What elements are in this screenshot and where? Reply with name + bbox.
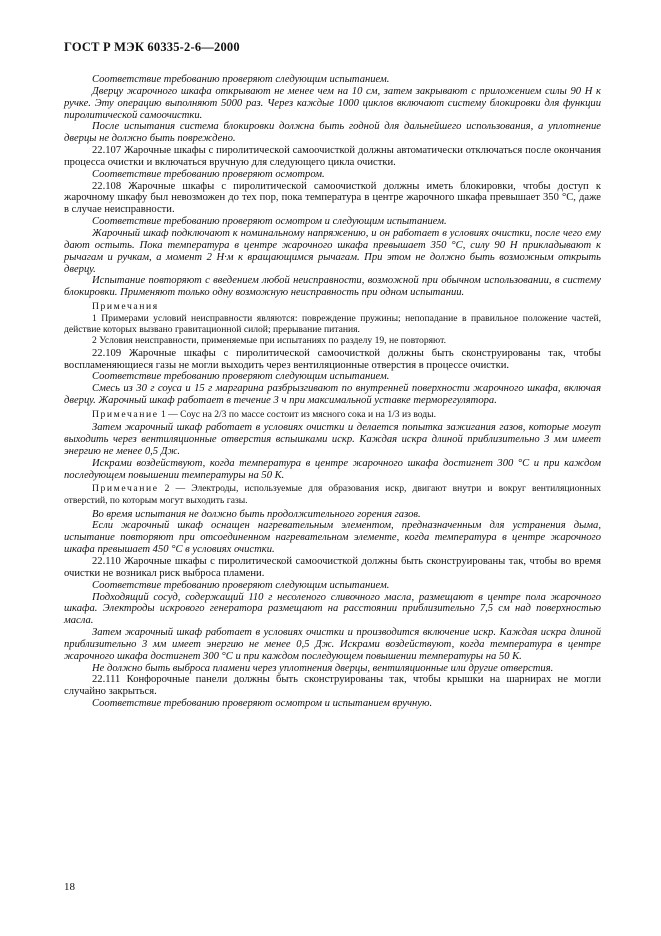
paragraph: Не должно быть выброса пламени через уплотнения дверцы, вентиляционные или другие отверстия.	[92, 662, 554, 674]
paragraph: Дверцу жарочного шкафа открывают не менее чем на 10 см, затем закрывают с приложением силы 90 Н к ручке. Эту операцию выполняют 5000 раз. Через каждые 1000 циклов включают систему блокировки для функции пиролитической самоочистки.	[64, 85, 601, 121]
paragraph: 22.111 Конфорочные панели должны быть сконструированы так, чтобы крышки на шарнирах не могли случайно закрыться.	[64, 674, 601, 698]
paragraph: 22.109 Жарочные шкафы с пиролитической самоочисткой должны быть сконструированы так, чтобы воспламеняющиеся газы не могли выходить через вентиляционные отверстия в процессе очистки.	[64, 347, 601, 371]
paragraph: 22.108 Жарочные шкафы с пиролитической самоочисткой должны иметь блокировки, чтобы доступ к жарочному шкафу был невозможен до тех пор, пока температура в центре жарочного шкафа превышает 350 °С, даже в случае неисправности.	[64, 180, 601, 216]
paragraph: Соответствие требованию проверяют осмотром.	[92, 168, 325, 180]
note-text: 1 — Соус на 2/3 по массе состоит из мясного сока и на 1/3 из воды.	[158, 408, 437, 420]
paragraph: После испытания система блокировки должна быть годной для дальнейшего использования, а уплотнение дверцы не должно быть повреждено.	[64, 121, 601, 145]
paragraph: Соответствие требованию проверяют осмотром и следующим испытанием.	[92, 216, 447, 228]
note-paragraph	[64, 409, 601, 421]
paragraph: Соответствие требованию проверяют следующим испытанием.	[92, 371, 390, 383]
note-paragraph	[64, 301, 601, 313]
paragraph: Соответствие требованию проверяют осмотром и испытанием вручную.	[92, 698, 433, 710]
paragraph: Подходящий сосуд, содержащий 110 г несоленого сливочного масла, размещают в центре пола жарочного шкафа. Электроды искрового генератора размещают на расстоянии приблизительно 7,5 см над поверхностью масла.	[64, 591, 601, 627]
page-number: 18	[64, 881, 75, 893]
note-heading: Примечания	[92, 301, 159, 313]
document-header: ГОСТ Р МЭК 60335-2-6—2000	[64, 40, 240, 54]
paragraph: Испытание повторяют с введением любой неисправности, возможной при обычном использовании, в систему блокировки. Применяют только одну возможную неисправность при одном испытании.	[64, 275, 601, 299]
note-heading: Примечание	[92, 483, 159, 495]
paragraph: Затем жарочный шкаф работает в условиях очистки и производится включение искр. Каждая искра длиной приблизительно 3 мм имеет энергию не менее 0,5 Дж. Искрами воздействуют, когда температура в центре жарочного шкафа достигнет 300 °С и при каждом последующем повышении температуры на 50 К.	[64, 627, 601, 662]
document-body	[64, 74, 601, 710]
note-text: 2 — Электроды, используемые для образования искр, двигают внутри и вокруг вентиляционных отверстий, по которым могут выходить газы.	[64, 483, 601, 507]
paragraph: Смесь из 30 г соуса и 15 г маргарина разбрызгивают по внутренней поверхности жарочного шкафа, включая дверцу. Жарочный шкаф работает в течение 3 ч при максимальной уставке терморегулятора.	[64, 383, 601, 407]
paragraph: Жарочный шкаф подключают к номинальному напряжению, и он работает в условиях очистки, после чего ему дают остыть. Пока температура в центре жарочного шкафа превышает 350 °С, силу 90 Н прикладывают к рычагам и ручкам, а момент 2 Н·м к вращающимся рычагам. При этом не должно быть возможным открыть дверцу.	[64, 227, 601, 275]
paragraph: 2 Условия неисправности, применяемые при испытаниях по разделу 19, не повторяют.	[92, 335, 446, 347]
paragraph: Затем жарочный шкаф работает в условиях очистки и делается попытка зажигания газов, которые могут выходить через вентиляционные отверстия вспышками искр. Каждая искра длиной приблизительно 3 мм имеет энергию не менее 0,5 Дж.	[64, 422, 601, 457]
paragraph: Если жарочный шкаф оснащен нагревательным элементом, предназначенным для устранения дыма, испытание повторяют при отсоединенном нагревательном элементе, когда температура в центре жарочного шкафа превышает 450 °С в условиях очистки.	[64, 520, 601, 556]
paragraph: 1 Примерами условий неисправности являются: повреждение пружины; непопадание в правильное положение частей, действие которых вызвано гравитационной силой; прерывание питания.	[64, 312, 601, 335]
paragraph: Соответствие требованию проверяют следующим испытанием.	[92, 579, 390, 591]
note-paragraph	[64, 483, 601, 507]
paragraph: 22.107 Жарочные шкафы с пиролитической самоочисткой должны автоматически отключаться после окончания процесса очистки и включаться вручную для следующего цикла очистки.	[64, 145, 601, 168]
paragraph: Во время испытания не должно быть продолжительного горения газов.	[92, 508, 421, 520]
paragraph: Искрами воздействуют, когда температура в центре жарочного шкафа достигнет 300 °С и при каждом последующем повышении температуры на 50 К.	[64, 457, 601, 481]
paragraph: Соответствие требованию проверяют следующим испытанием.	[92, 74, 390, 85]
paragraph: 22.110 Жарочные шкафы с пиролитической самоочисткой должны быть сконструированы так, чтобы во время очистки не возникал риск выброса пламени.	[64, 556, 601, 579]
note-heading: Примечание	[92, 408, 159, 420]
